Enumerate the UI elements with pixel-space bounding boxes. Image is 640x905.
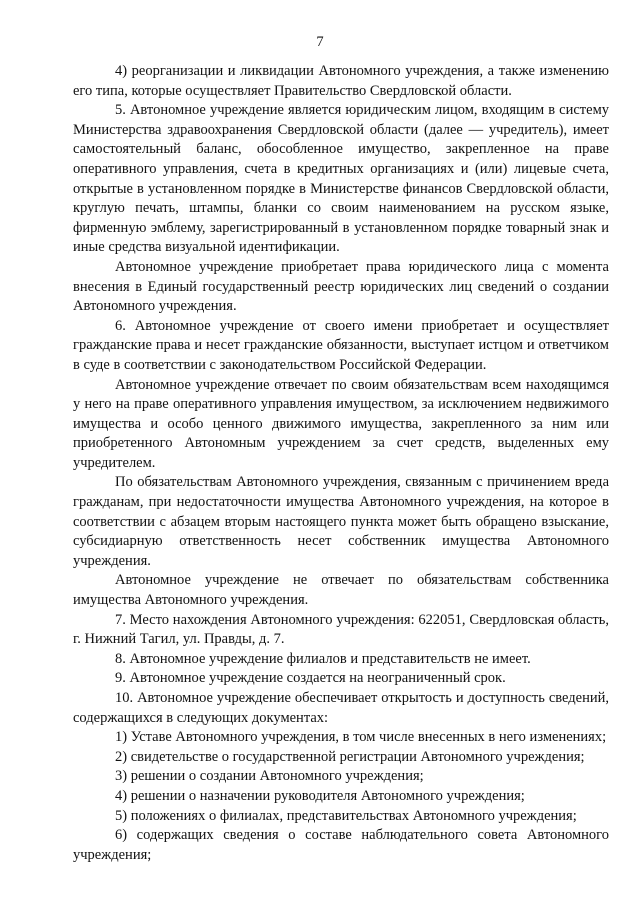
page-number: 7 — [316, 34, 324, 50]
paragraph: 4) реорганизации и ликвидации Автономного учреждения, а также изменению его типа, которые осуществляет Правительство Свердловской области. — [73, 63, 609, 99]
list-item: 4) решении о назначении руководителя Автономного учреждения; — [115, 787, 525, 804]
paragraph: 9. Автономное учреждение создается на неограниченный срок. — [115, 670, 506, 687]
paragraph: 7. Место нахождения Автономного учреждения: 622051, Свердловская область, г. Нижний Тагил, ул. Правды, д. 7. — [73, 611, 609, 648]
list-item: 6) содержащих сведения о составе наблюдательного совета Автономного учреждения; — [73, 827, 609, 863]
paragraph: Автономное учреждение не отвечает по обязательствам собственника имущества Автономного учреждения. — [73, 572, 609, 609]
paragraph: По обязательствам Автономного учреждения, связанным с причинением вреда гражданам, при недостаточности имущества Автономного учреждения, на которое в соответствии с абзацем вторым настоящего пункта может быть обращено взыскание, субсидиарную ответственность несет собственник имущества Автономного учреждения. — [73, 474, 609, 569]
list-item: 1) Уставе Автономного учреждения, в том числе внесенных в него изменениях; — [115, 729, 607, 746]
paragraph: Автономное учреждение отвечает по своим обязательствам всем находящимся у него на праве оперативного управления имуществом, за исключением недвижимого имущества и особо ценного движимого имущества, закрепленного за ним или приобретенного Автономным учреждением за счет средств, выделенных ему учредителем. — [73, 376, 609, 471]
paragraph: 6. Автономное учреждение от своего имени приобретает и осуществляет гражданские права и несет гражданские обязанности, выступает истцом и ответчиком в суде в соответствии с законодательством Российской Федерации. — [73, 317, 609, 373]
paragraph: 8. Автономное учреждение филиалов и представительств не имеет. — [115, 650, 531, 667]
list-item: 5) положениях о филиалах, представительствах Автономного учреждения; — [115, 807, 577, 824]
document-body — [73, 62, 609, 865]
paragraph: Автономное учреждение приобретает права юридического лица с момента внесения в Единый государственный реестр юридических лиц сведений о создании Автономного учреждения. — [73, 258, 609, 315]
paragraph: 5. Автономное учреждение является юридическим лицом, входящим в систему Министерства здравоохранения Свердловской области (далее — учредитель), имеет самостоятельный баланс, обособленное имущество, закрепленное на праве оперативного управления, счета в кредитных организациях и (или) лицевые счета, открытые в установленном порядке в Министерстве финансов Свердловской области, круглую печать, штампы, бланки со своим наименованием на русском языке, фирменную эмблему, зарегистрированный в установленном порядке товарный знак и иные средства визуальной идентификации. — [73, 102, 609, 256]
list-item: 3) решении о создании Автономного учреждения; — [115, 768, 424, 785]
paragraph: 10. Автономное учреждение обеспечивает открытость и доступность сведений, содержащихся в следующих документах: — [73, 690, 609, 726]
list-item: 2) свидетельстве о государственной регистрации Автономного учреждения; — [115, 748, 585, 765]
